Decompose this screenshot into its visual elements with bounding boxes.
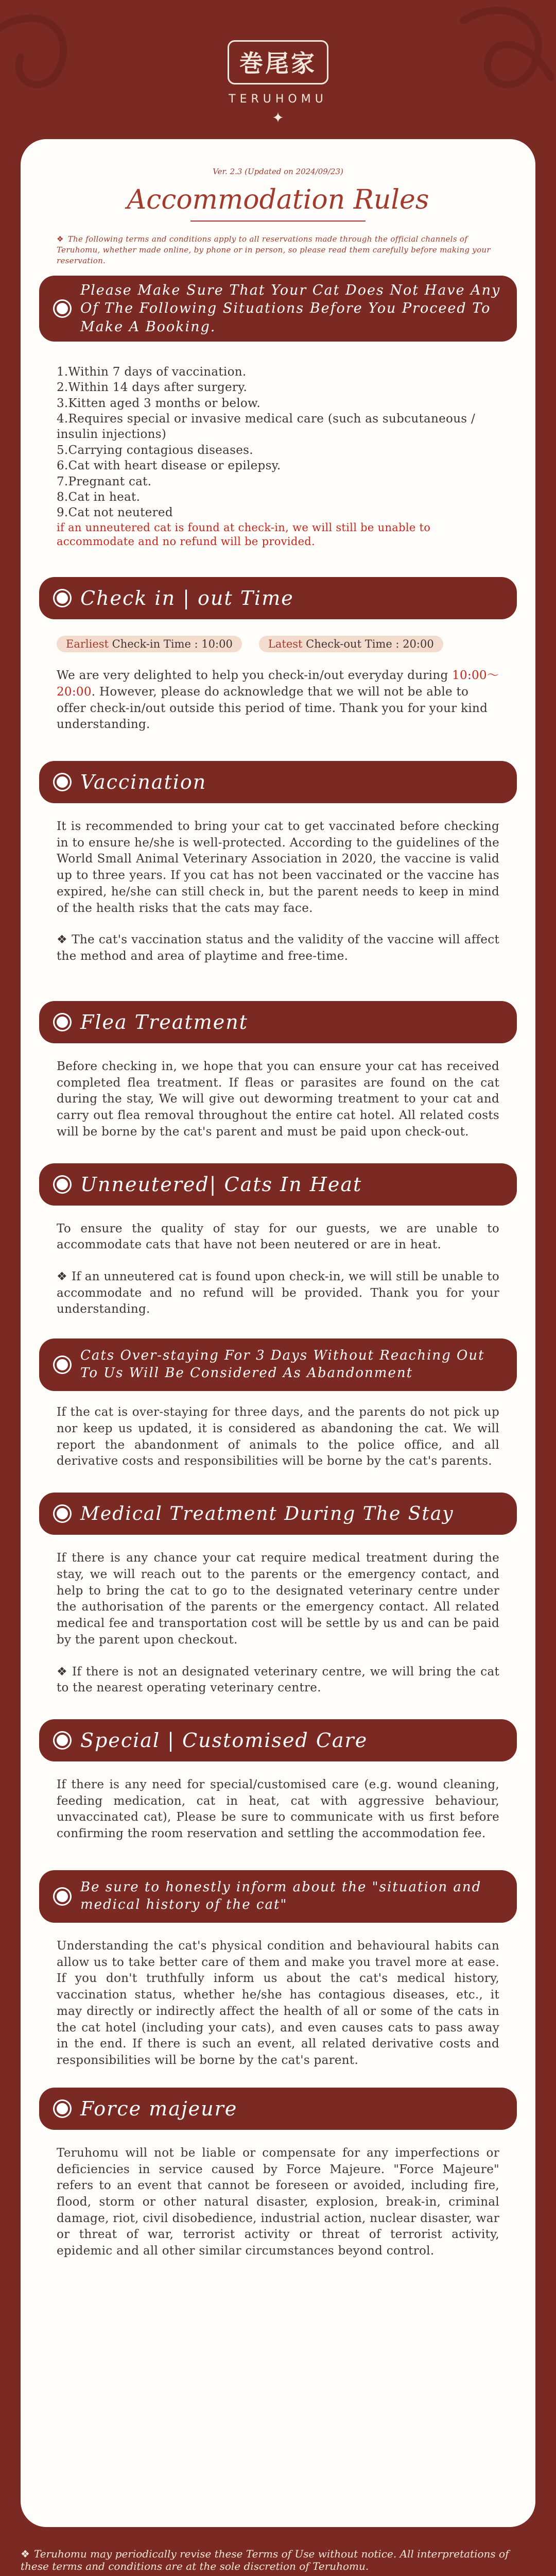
vaccination-note: ❖ The cat's vaccination status and the validity of the vaccine will affect the method and area of playtime and free-time. bbox=[57, 933, 499, 963]
section-title: Special | Customised Care bbox=[80, 1729, 368, 1752]
section-header-checkin bbox=[39, 577, 517, 619]
sparkle-icon: ❖ bbox=[57, 1665, 68, 1679]
checkin-time-range: 10:00～20:00 bbox=[57, 669, 499, 699]
unneutered-note: ❖ If an unneutered cat is found upon check-in, we will still be unable to accommodate and no refund will be provided. Thank you for your understanding. bbox=[57, 1269, 500, 1316]
checkin-times bbox=[57, 636, 535, 652]
special-text: If there is any need for special/customised care (e.g. wound cleaning, feeding medication, cat in heat, cat with aggressive behaviour, unvaccinated cat), Please be sure to communicate with us first before confirming the room reservation and settling the accommodation fee. bbox=[57, 1778, 499, 1841]
medical-text: If there is any chance your cat require medical treatment during the stay, we will reach out to the parents or the emergency contact, and help to bring the cat to go to the designated veterinary centre under the authorisation of the parents or the emergency contact. All related medical fee and transportation cost will be settle by us and can be paid by the parent upon checkout. bbox=[57, 1551, 499, 1647]
section-header-preconditions bbox=[39, 276, 517, 342]
honest-text: Understanding the cat's physical condition and behavioural habits can allow us to take better care of them and make you travel more at ease. If you don't truthfully inform us about the cat's medical history, vaccination status, whether he/she has contagious diseases, etc., it may directly or indirectly affect the health of all or some of the cats in the cat hotel (including your cats), and even causes cats to pass away in the end. If there is such an event, all related derivative costs and responsibilities will be borne by the cat's parent. bbox=[57, 1939, 499, 2067]
sparkle-icon: ❖ bbox=[57, 933, 68, 947]
list-item: 4.Requires special or invasive medical care (such as subcutaneous / insulin injections) bbox=[57, 412, 476, 442]
version-text: Ver. 2.3 (Updated on 2024/09/23) bbox=[213, 167, 343, 176]
footer-note: ❖ Teruhomu may periodically revise these Terms of Use without notice. All interpretations of these terms and conditions are at the sole discretion of Teruhomu. bbox=[21, 2548, 509, 2572]
section-header-force-majeure bbox=[39, 2088, 517, 2130]
earliest-checkin-badge: Earliest Check-in Time : 10:00 bbox=[57, 636, 242, 652]
section-title: Be sure to honestly inform about the "situation and medical history of the cat" bbox=[80, 1879, 482, 1912]
title-divider bbox=[190, 221, 366, 222]
section-title: Flea Treatment bbox=[80, 1010, 248, 1033]
section-title: Force majeure bbox=[80, 2097, 238, 2120]
vaccination-text: It is recommended to bring your cat to get vaccinated before checking in to ensure he/she is well-protected. According to the guidelines of the World Small Animal Veterinary Association in 2020, the vaccine is valid up to three years. If you cat has not been vaccinated or the vaccine has expired, he/she can still check in, but the parent needs to keep in mind of the health risks that the cats may face. bbox=[57, 819, 499, 915]
precondition-list bbox=[57, 364, 499, 549]
latest-checkout-badge: Latest Check-out Time : 20:00 bbox=[259, 636, 443, 652]
intro-body: The following terms and conditions apply to all reservations made through the official channels of Teruhomu, whether made online, by phone or in person, so please read them carefully before making your reservation. bbox=[57, 234, 491, 265]
footer-notes bbox=[21, 2548, 535, 2576]
section-title: Check in | out Time bbox=[80, 587, 294, 610]
bullet-icon bbox=[55, 2101, 70, 2116]
bullet-icon bbox=[55, 1177, 70, 1192]
list-item: 8.Cat in heat. bbox=[57, 490, 141, 504]
bullet-icon bbox=[55, 1357, 70, 1372]
sparkle-icon: ❖ bbox=[57, 1269, 67, 1283]
force-majeure-text: Teruhomu will not be liable or compensate for any imperfections or deficiencies in service caused by Force Majeure. "Force Majeure" refers to an event that cannot be foreseen or avoided, including fire, flood, storm or other natural disaster, explosion, break-in, criminal damage, riot, civil disobedience, industrial action, nuclear disaster, war or threat of war, terrorist activity or threat of terrorist activity, epidemic and all other similar circumstances beyond control. bbox=[57, 2146, 499, 2258]
brand-logo[interactable]: 巻尾家 bbox=[228, 40, 328, 84]
section-header-medical bbox=[39, 1493, 517, 1535]
medical-note: ❖ If there is not an designated veterinary centre, we will bring the cat to the nearest operating veterinary centre. bbox=[57, 1665, 499, 1695]
bullet-icon bbox=[55, 1733, 70, 1748]
rules-card bbox=[21, 139, 535, 2527]
flea-text: Before checking in, we hope that you can ensure your cat has received completed flea treatment. If fleas or parasites are found on the cat during the stay, We will give out deworming treatment to your cat and carry out flea removal throughout the entire cat hotel. All related costs will be borne by the cat's parent and must be paid upon check-out. bbox=[57, 1059, 499, 1139]
bullet-icon bbox=[55, 1889, 70, 1904]
bullet-icon bbox=[55, 590, 70, 606]
brand-name: TERUHOMU bbox=[229, 93, 327, 106]
section-title: Vaccination bbox=[80, 770, 207, 793]
section-title: Unneutered| Cats In Heat bbox=[80, 1173, 362, 1196]
intro-text bbox=[57, 234, 499, 266]
list-item: 7.Pregnant cat. bbox=[57, 474, 152, 488]
list-item: 3.Kitten aged 3 months or below. bbox=[57, 396, 260, 410]
list-item: 5.Carrying contagious diseases. bbox=[57, 443, 253, 457]
list-item: 1.Within 7 days of vaccination. bbox=[57, 365, 247, 379]
sparkle-icon: ✦ bbox=[272, 109, 284, 126]
list-item: 6.Cat with heart disease or epilepsy. bbox=[57, 459, 281, 473]
section-title: Please Make Sure That Your Cat Does Not Have Any Of The Following Situations Before You Proceed To Make A Booking. bbox=[80, 282, 501, 335]
bullet-icon bbox=[55, 1014, 70, 1030]
checkin-text: We are very delighted to help you check-in/out everyday during 10:00～20:00. However, please do acknowledge that we will not be able to offer check-in/out outside this period of time. Thank you for your kind understanding. bbox=[57, 669, 499, 732]
section-header-vaccination bbox=[39, 761, 517, 803]
list-item: 9.Cat not neutered bbox=[57, 506, 173, 520]
section-header-unneutered bbox=[39, 1163, 517, 1206]
warning-text: if an unneutered cat is found at check-in, we will still be unable to accommodate and no refund will be provided. bbox=[57, 521, 431, 548]
section-header-honest bbox=[39, 1870, 517, 1923]
overstay-text: If the cat is over-staying for three days, and the parents do not pick up nor keep us updated, it is considered as abandoning the cat. We will report the abandonment of animals to the police office, and all derivative costs and responsibilities will be borne by the cat's parents. bbox=[57, 1405, 499, 1468]
page-title: Accommodation Rules bbox=[127, 184, 429, 215]
section-title: Medical Treatment During The Stay bbox=[80, 1503, 454, 1524]
list-item: 2.Within 14 days after surgery. bbox=[57, 381, 248, 395]
bullet-icon bbox=[55, 1506, 70, 1521]
sparkle-icon: ❖ bbox=[21, 2548, 30, 2560]
section-header-flea bbox=[39, 1001, 517, 1043]
section-header-special bbox=[39, 1719, 517, 1761]
bullet-icon bbox=[55, 301, 70, 316]
section-header-overstay bbox=[39, 1338, 517, 1391]
section-title: Cats Over-staying For 3 Days Without Reaching Out To Us Will Be Considered As Abandonment bbox=[80, 1348, 485, 1381]
unneutered-text: To ensure the quality of stay for our guests, we are unable to accommodate cats that have not been neutered or are in heat. bbox=[57, 1222, 499, 1252]
bullet-icon bbox=[55, 774, 70, 790]
header bbox=[0, 0, 556, 134]
sparkle-icon: ❖ bbox=[57, 234, 64, 244]
